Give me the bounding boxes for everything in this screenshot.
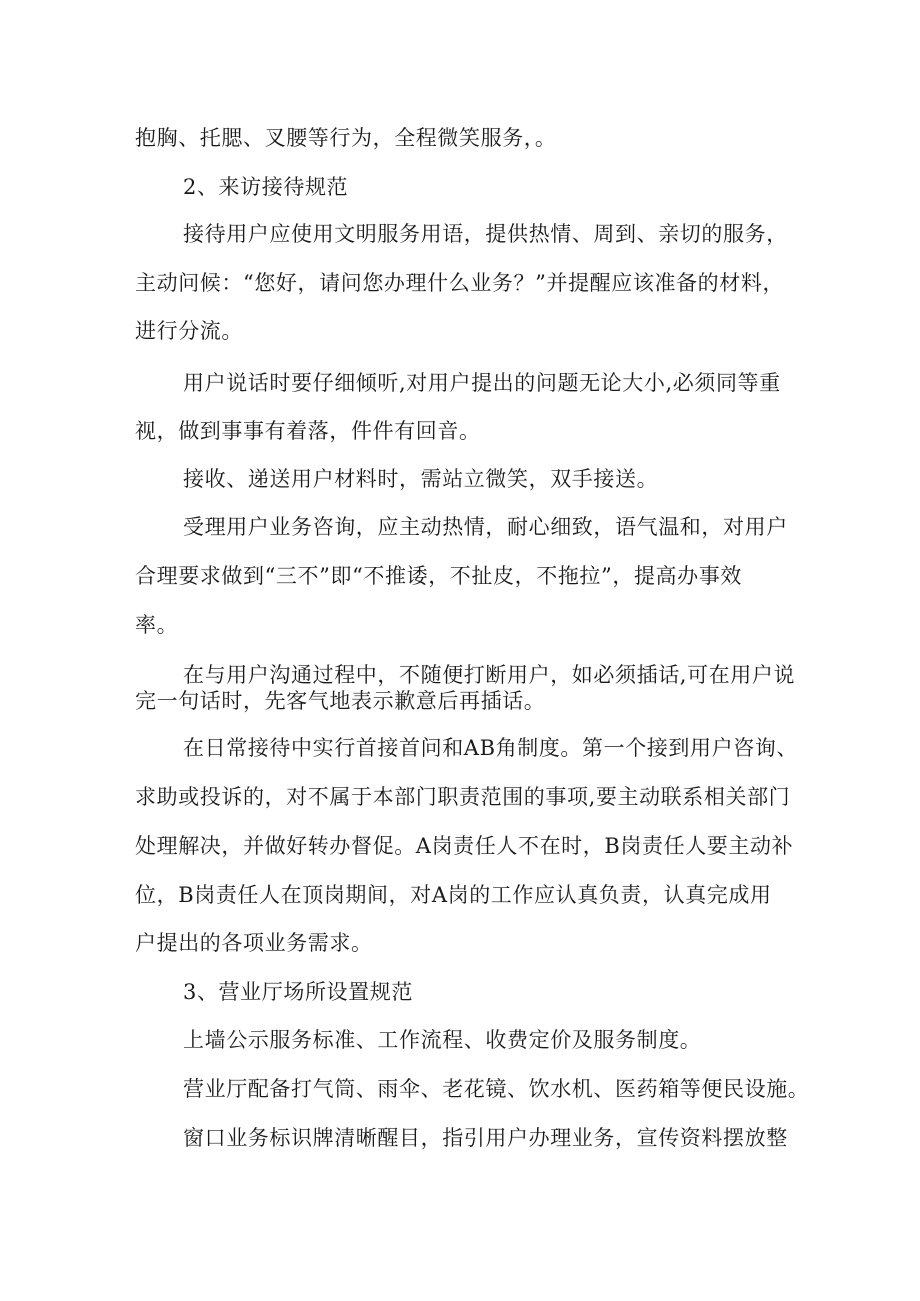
text-line: 上墙公示服务标准、工作流程、收费定价及服务制度。 [183,1028,702,1052]
text-line: 率。 [135,613,179,637]
text-line: 视，做到事事有着落，件件有回音。 [135,419,481,443]
text-line: 在与用户沟通过程中，不随便打断用户，如必须插话,可在用户说 [183,663,796,687]
section-heading-visit-reception: 2、来访接待规范 [183,175,349,199]
text-line: 完一句话时，先客气地表示歉意后再插话。 [135,689,546,713]
text-line: 主动问候：“您好，请问您办理什么业务？”并提醒应该准备的材料， [135,271,785,295]
text-line: 抱胸、托腮、叉腰等行为，全程微笑服务，。 [135,126,557,150]
text-line: 位，B岗责任人在顶岗期间，对A岗的工作应认真负责，认真完成用 [135,883,772,907]
text-line: 求助或投诉的，对不属于本部门职责范围的事项,要主动联系相关部门 [135,785,791,809]
text-line: 合理要求做到“三不”即“不推诿，不扯皮，不拖拉”，提高办事效 [135,564,742,588]
text-line: 受理用户业务咨询，应主动热情，耐心细致，语气温和，对用户 [183,515,788,539]
text-line: 用户说话时要仔细倾听,对用户提出的问题无论大小,必须同等重 [183,371,781,395]
text-line: 窗口业务标识牌清晰醒目，指引用户办理业务，宣传资料摆放整 [183,1126,788,1150]
text-line: 接收、递送用户材料时，需站立微笑，双手接送。 [183,467,659,491]
text-line: 户提出的各项业务需求。 [135,931,373,955]
text-line: 营业厅配备打气筒、雨伞、老花镜、饮水机、医药箱等便民设施。 [183,1077,810,1101]
text-line: 进行分流。 [135,319,243,343]
text-line: 接待用户应使用文明服务用语，提供热情、周到、亲切的服务， [183,222,788,246]
text-line: 在日常接待中实行首接首问和AB角制度。第一个接到用户咨询、 [183,736,798,760]
section-heading-hall-setup: 3、营业厅场所设置规范 [183,980,413,1004]
text-line: 处理解决，并做好转办督促。A岗责任人不在时，B岗责任人要主动补 [135,834,794,858]
